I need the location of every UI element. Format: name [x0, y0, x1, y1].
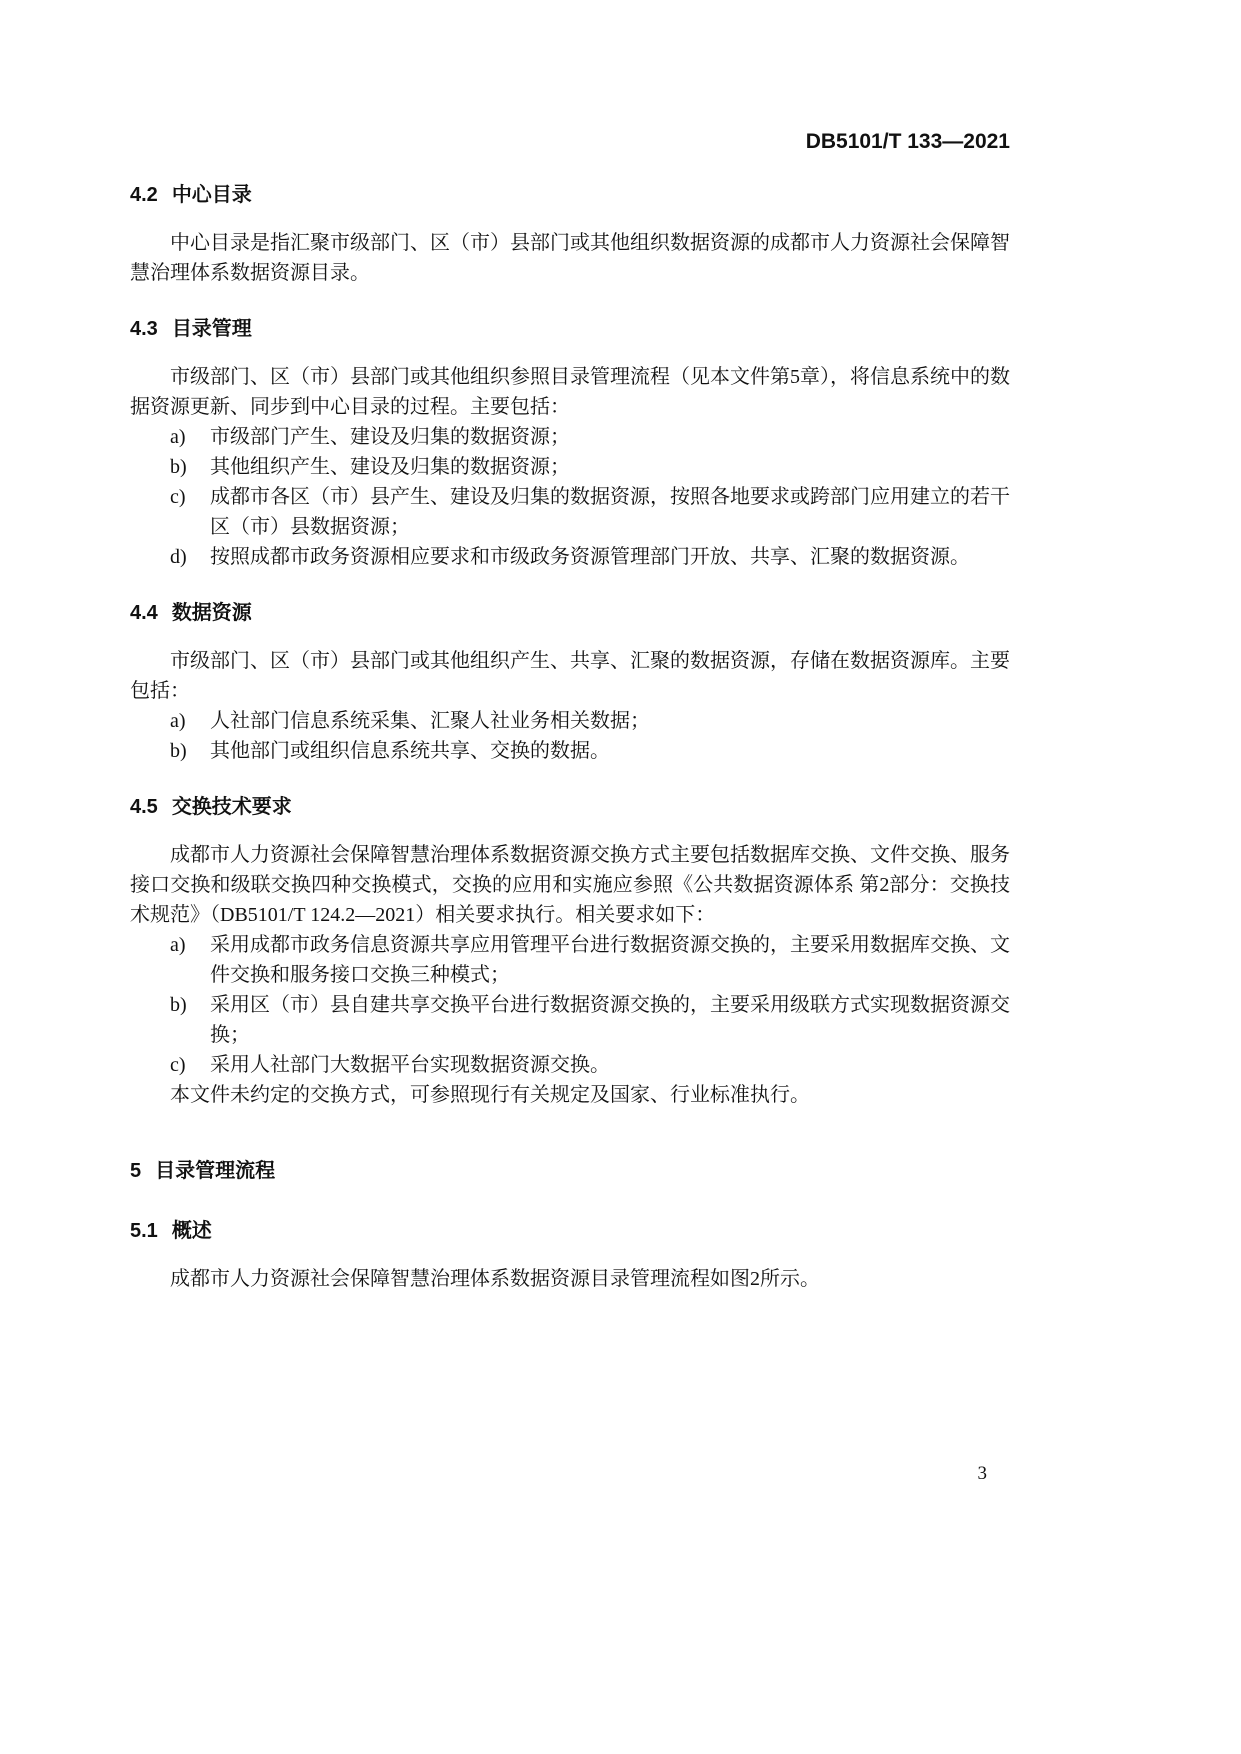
- lettered-list: [130, 930, 1010, 1080]
- section-number: 5.1: [130, 1220, 158, 1242]
- list-text: 其他组织产生、建设及归集的数据资源；: [210, 456, 570, 478]
- section-heading-5-1: [130, 1218, 1010, 1244]
- page-content: [130, 130, 1010, 1294]
- section-heading-4-4: [130, 600, 1010, 626]
- section-heading-4-3: [130, 316, 1010, 342]
- list-marker: d): [170, 546, 187, 568]
- list-marker: a): [170, 426, 186, 448]
- section-title: 交换技术要求: [171, 796, 292, 818]
- list-text: 采用人社部门大数据平台实现数据资源交换。: [210, 1054, 610, 1076]
- section-heading-4-5: [130, 794, 1010, 820]
- paragraph: 成都市人力资源社会保障智慧治理体系数据资源交换方式主要包括数据库交换、文件交换、服务接口交换和级联交换四种交换模式，交换的应用和实施应参照《公共数据资源体系 第2部分：交换技术规范》（DB5101/T 124.2—2021）相关要求执行。相关要求如下：: [130, 844, 1010, 926]
- list-item: [130, 542, 1010, 572]
- paragraph: 市级部门、区（市）县部门或其他组织参照目录管理流程（见本文件第5章），将信息系统中的数据资源更新、同步到中心目录的过程。主要包括：: [130, 366, 1010, 418]
- doc-number: DB5101/T 133—2021: [805, 130, 1010, 153]
- list-marker: c): [170, 486, 186, 508]
- section-heading-4-2: [130, 182, 1010, 208]
- lettered-list: [130, 422, 1010, 572]
- list-marker: a): [170, 934, 186, 956]
- section-title: 目录管理: [171, 318, 252, 340]
- page-number: 3: [977, 1463, 987, 1484]
- section-number: 4.5: [130, 796, 158, 818]
- list-marker: a): [170, 710, 186, 732]
- list-text: 其他部门或组织信息系统共享、交换的数据。: [210, 740, 610, 762]
- list-text: 成都市各区（市）县产生、建设及归集的数据资源，按照各地要求或跨部门应用建立的若干区（市）县数据资源；: [210, 486, 1010, 538]
- list-item: [130, 706, 1010, 736]
- list-item: [130, 930, 1010, 990]
- list-text: 采用成都市政务信息资源共享应用管理平台进行数据资源交换的，主要采用数据库交换、文件交换和服务接口交换三种模式；: [210, 934, 1010, 986]
- list-marker: c): [170, 1054, 186, 1076]
- section-title: 中心目录: [171, 184, 252, 206]
- list-item: [130, 990, 1010, 1050]
- list-item: [130, 452, 1010, 482]
- paragraph: 市级部门、区（市）县部门或其他组织产生、共享、汇聚的数据资源，存储在数据资源库。主要包括：: [130, 650, 1010, 702]
- list-marker: b): [170, 994, 187, 1016]
- list-marker: b): [170, 456, 187, 478]
- closing-paragraph: 本文件未约定的交换方式，可参照现行有关规定及国家、行业标准执行。: [170, 1084, 810, 1106]
- lettered-list: [130, 706, 1010, 766]
- section-number: 4.4: [130, 602, 158, 624]
- section-number: 4.2: [130, 184, 158, 206]
- list-text: 市级部门产生、建设及归集的数据资源；: [210, 426, 570, 448]
- section-title: 数据资源: [171, 602, 252, 624]
- list-text: 采用区（市）县自建共享交换平台进行数据资源交换的，主要采用级联方式实现数据资源交换；: [210, 994, 1010, 1046]
- list-text: 人社部门信息系统采集、汇聚人社业务相关数据；: [210, 710, 650, 732]
- section-number: 4.3: [130, 318, 158, 340]
- list-item: [130, 482, 1010, 542]
- list-item: [130, 1050, 1010, 1080]
- paragraph: 成都市人力资源社会保障智慧治理体系数据资源目录管理流程如图2所示。: [170, 1268, 820, 1290]
- chapter-heading-5: [130, 1158, 1010, 1184]
- list-item: [130, 422, 1010, 452]
- section-title: 目录管理流程: [155, 1160, 276, 1182]
- section-title: 概述: [171, 1220, 212, 1242]
- section-number: 5: [130, 1160, 142, 1182]
- list-marker: b): [170, 740, 187, 762]
- paragraph: 中心目录是指汇聚市级部门、区（市）县部门或其他组织数据资源的成都市人力资源社会保障智慧治理体系数据资源目录。: [130, 232, 1010, 284]
- list-text: 按照成都市政务资源相应要求和市级政务资源管理部门开放、共享、汇聚的数据资源。: [210, 546, 970, 568]
- list-item: [130, 736, 1010, 766]
